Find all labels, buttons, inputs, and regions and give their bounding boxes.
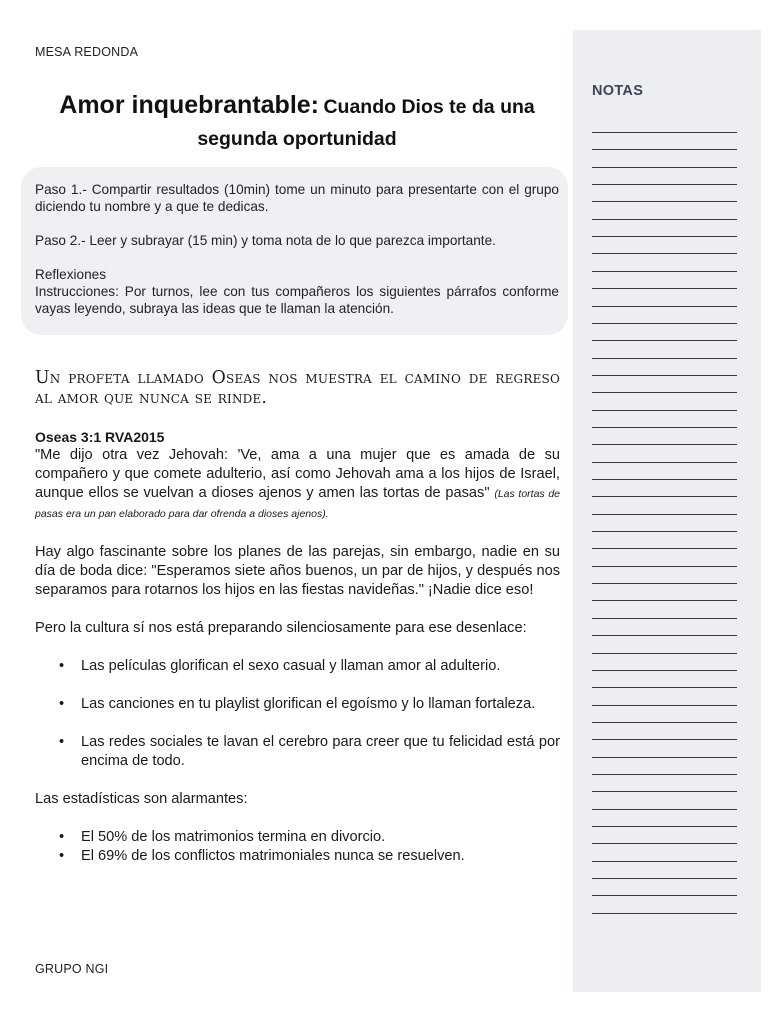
note-line (592, 410, 737, 411)
note-line (592, 895, 737, 896)
note-line (592, 514, 737, 515)
note-line (592, 566, 737, 567)
note-line (592, 375, 737, 376)
note-line (592, 479, 737, 480)
note-line (592, 670, 737, 671)
note-line (592, 444, 737, 445)
note-line (592, 392, 737, 393)
note-line (592, 635, 737, 636)
bullet-icon: • (59, 696, 65, 712)
note-line (592, 288, 737, 289)
instruction-instrucciones: Instrucciones: Por turnos, lee con tus compañeros los siguientes párrafos conforme vayas leyendo, subraya las ideas que te llaman la atención. (35, 284, 559, 316)
page-title (30, 90, 564, 156)
note-line (592, 306, 737, 307)
list-item: • El 50% de los matrimonios termina en divorcio. (59, 829, 386, 845)
instruction-reflexiones: Reflexiones (35, 267, 107, 282)
stats-intro: Las estadísticas son alarmantes: (35, 791, 248, 807)
note-line (592, 496, 737, 497)
note-line (592, 531, 737, 532)
notes-title: NOTAS (592, 83, 644, 99)
note-line (592, 653, 737, 654)
bullet-icon: • (59, 734, 65, 750)
note-line (592, 167, 737, 168)
list-item: • El 69% de los conflictos matrimoniales nunca se resuelven. (59, 848, 465, 864)
bullet-icon: • (59, 848, 65, 864)
note-line (592, 340, 737, 341)
paragraph-1: Hay algo fascinante sobre los planes de las parejas, sin embargo, nadie en su día de boda dice: "Esperamos siete años buenos, un par de hijos, y después nos separamos para rotarnos los hijos en las fiestas navideñas." ¡Nadie dice eso! (35, 544, 560, 598)
stats-bullet-list (35, 828, 560, 866)
note-line (592, 913, 737, 914)
verse-note: (Las tortas de pasas era un pan elaborado para dar ofrenda a dioses ajenos). (35, 488, 560, 520)
note-line (592, 548, 737, 549)
instruction-step-2: Paso 2.- Leer y subrayar (15 min) y toma nota de lo que parezca importante. (35, 233, 496, 248)
list-item: • Las películas glorifican el sexo casual y llaman amor al adulterio. (59, 658, 501, 674)
note-line (592, 323, 737, 324)
note-line (592, 878, 737, 879)
note-line (592, 757, 737, 758)
verse-text (35, 446, 560, 524)
paragraph-2: Pero la cultura sí nos está preparando silenciosamente para ese desenlace: (35, 620, 527, 636)
note-line (592, 618, 737, 619)
note-line (592, 705, 737, 706)
bullet-icon: • (59, 658, 65, 674)
section-heading: Un profeta llamado Oseas nos muestra el camino de regreso al amor que nunca se rinde. (35, 368, 560, 408)
note-line (592, 427, 737, 428)
note-line (592, 236, 737, 237)
note-line (592, 132, 737, 133)
main-content (35, 368, 560, 866)
note-line (592, 271, 737, 272)
note-line (592, 149, 737, 150)
verse-reference: Oseas 3:1 RVA2015 (35, 429, 165, 445)
note-line (592, 600, 737, 601)
note-line (592, 687, 737, 688)
notes-panel (573, 30, 761, 992)
list-item: • Las redes sociales te lavan el cerebro para creer que tu felicidad está por encima de todo. (59, 734, 560, 769)
note-line (592, 809, 737, 810)
note-line (592, 253, 737, 254)
culture-bullet-list (35, 657, 560, 771)
page-footer-label: GRUPO NGI (35, 962, 109, 976)
note-line (592, 826, 737, 827)
title-subtitle: Cuando Dios te da una segunda oportunidad (197, 96, 535, 150)
note-line (592, 739, 737, 740)
note-line (592, 462, 737, 463)
note-line (592, 201, 737, 202)
note-line (592, 184, 737, 185)
note-line (592, 861, 737, 862)
verse-quote: "Me dijo otra vez Jehovah: 'Ve, ama a una mujer que es amada de su compañero y que comete adulterio, así como Jehovah ama a los hijos de Israel, aunque ellos se vuelvan a dioses ajenos y amen las tortas de pasas" (35, 447, 560, 501)
note-line (592, 219, 737, 220)
note-line (592, 583, 737, 584)
instruction-step-1: Paso 1.- Compartir resultados (10min) tome un minuto para presentarte con el grupo diciendo tu nombre y a que te dedicas. (35, 182, 559, 214)
page-header-label: MESA REDONDA (35, 45, 139, 59)
note-line (592, 358, 737, 359)
list-item: • Las canciones en tu playlist glorifican el egoísmo y lo llaman fortaleza. (59, 696, 536, 712)
note-line (592, 843, 737, 844)
title-main: Amor inquebrantable: (59, 91, 320, 119)
bullet-icon: • (59, 829, 65, 845)
note-line (592, 791, 737, 792)
note-line (592, 722, 737, 723)
note-line (592, 774, 737, 775)
instructions-box (21, 167, 568, 335)
